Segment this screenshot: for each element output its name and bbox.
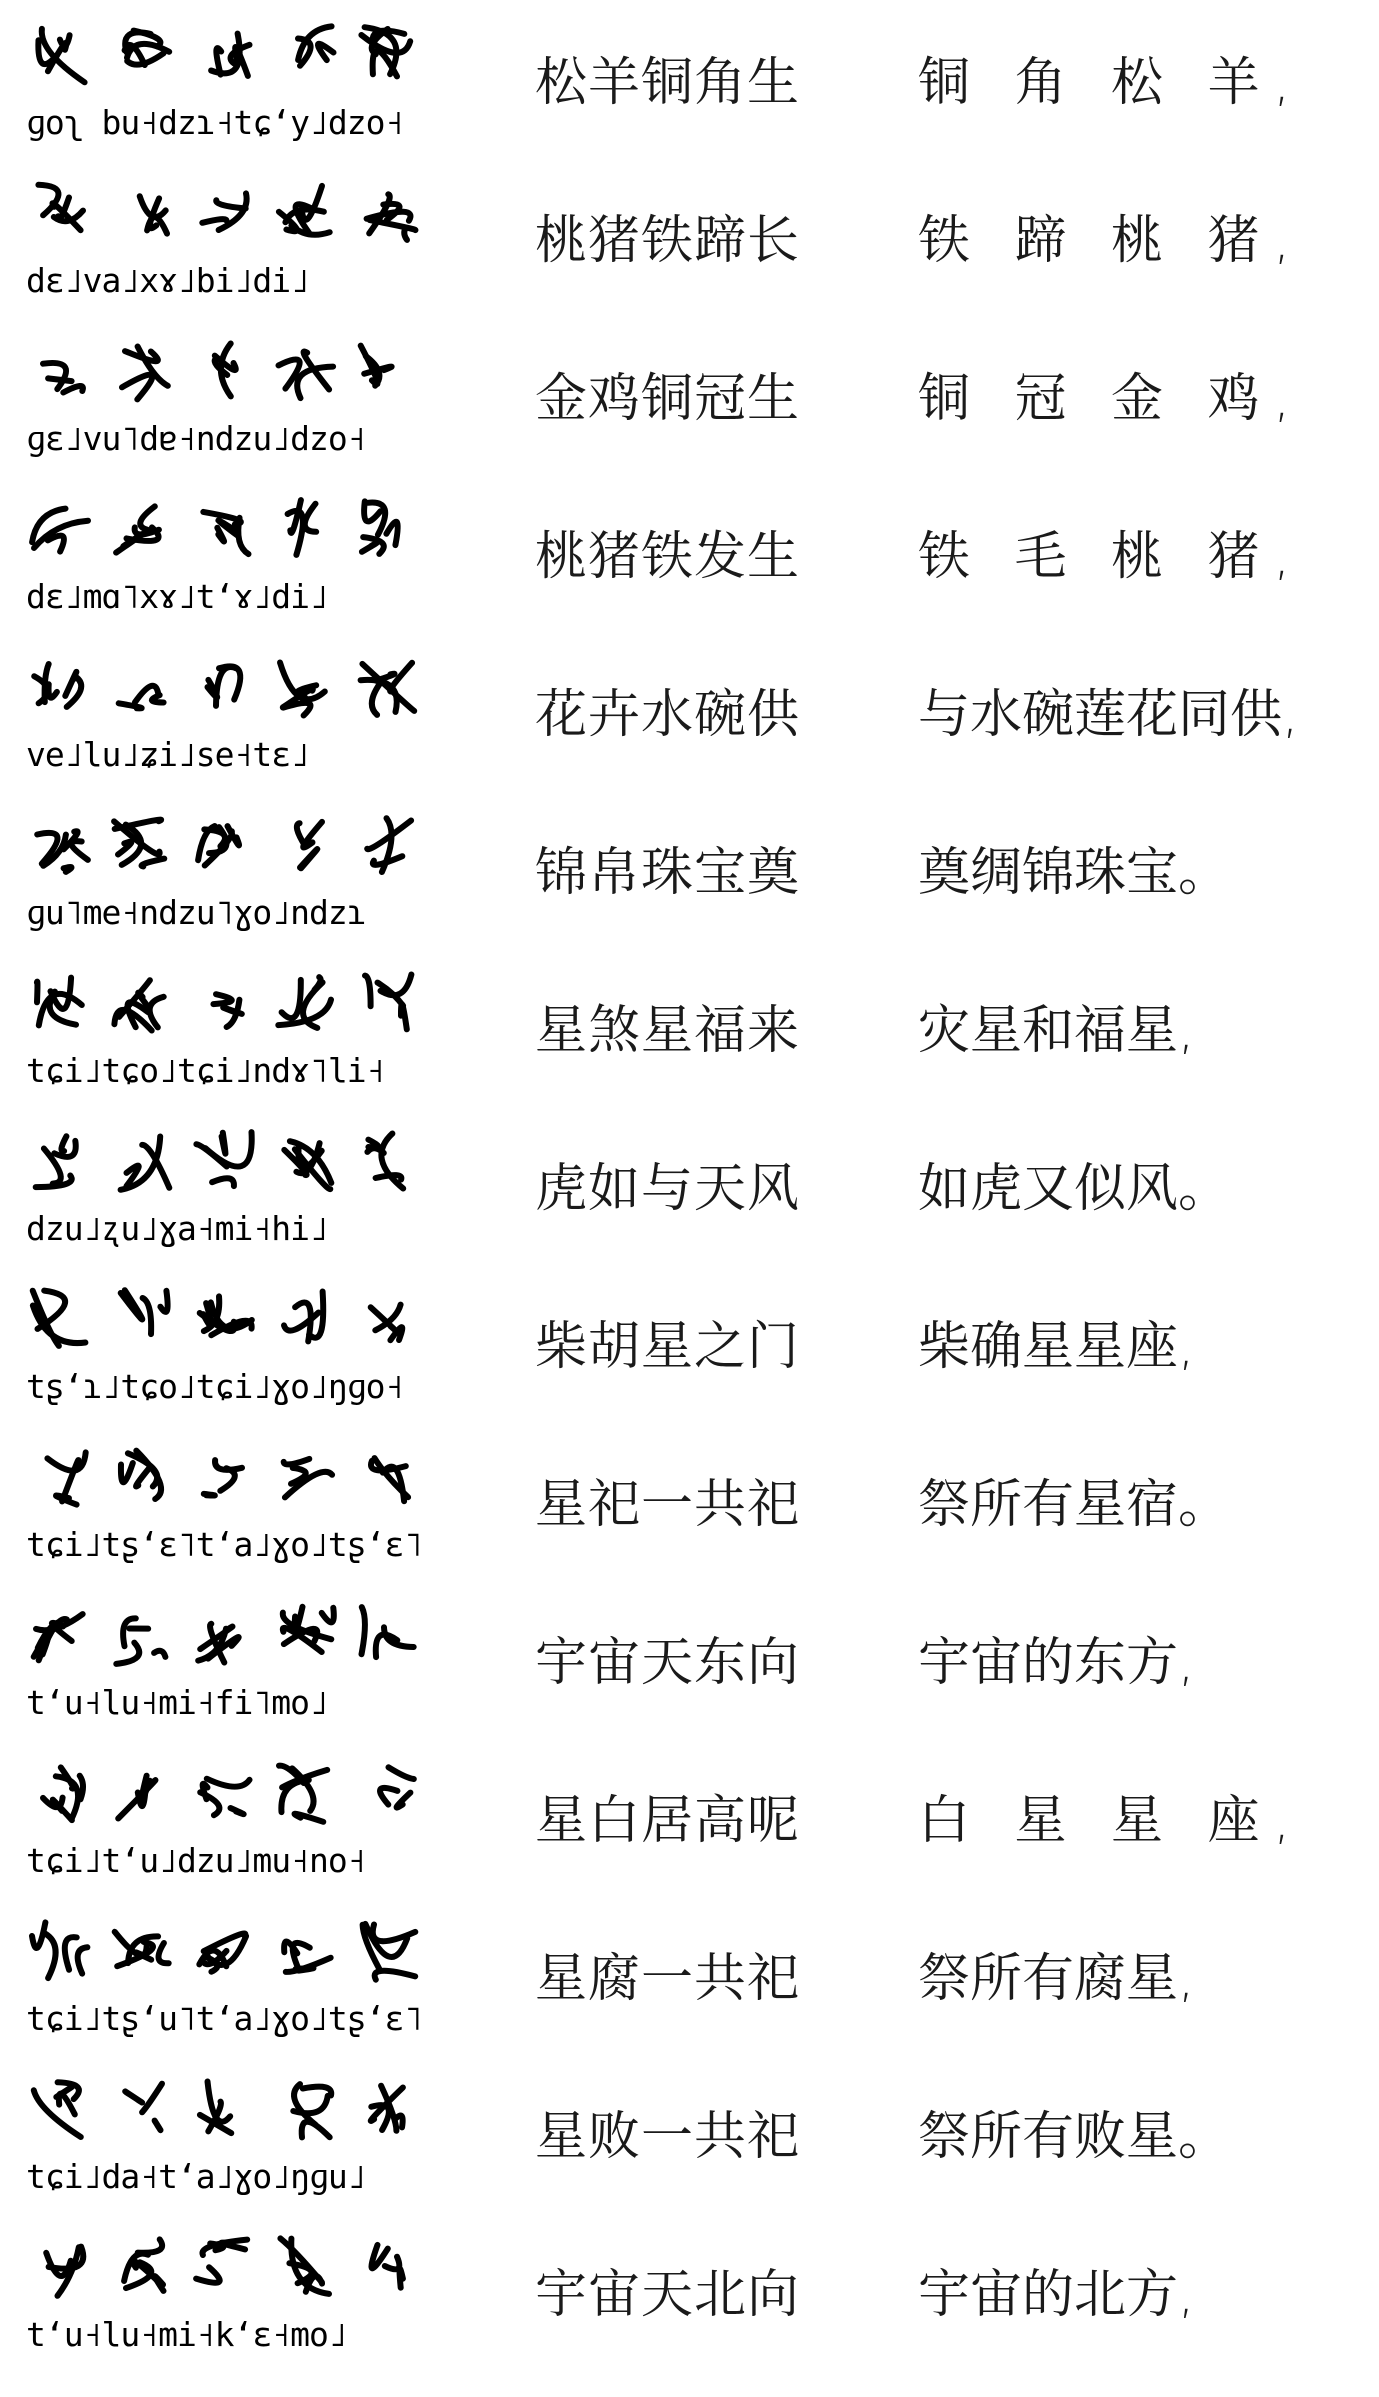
script-glyph	[116, 1618, 165, 1664]
glyph-column	[26, 336, 446, 476]
script-glyph	[280, 2238, 329, 2294]
script-glyph	[198, 826, 239, 866]
glyph-column	[26, 2232, 446, 2372]
phonetic-line: tɕi˩tʂʻɛ˥tʻa˩ɣo˩tʂʻɛ˥	[26, 1525, 423, 1564]
free-translation: 祭所有星宿。	[918, 1475, 1231, 1535]
literal-translation: 宇宙天北向	[535, 2265, 801, 2325]
script-glyph	[371, 1305, 403, 1341]
script-glyph	[284, 1942, 331, 1972]
script-glyph	[46, 2247, 83, 2296]
script-glyph	[371, 1458, 408, 1501]
script-glyph	[125, 2084, 162, 2130]
script-glyph	[280, 663, 325, 716]
script-glyph	[284, 1141, 331, 1189]
glyph-column	[26, 2074, 446, 2214]
text-row	[0, 960, 1379, 1118]
free-translation: 铜 角 松 羊,	[918, 53, 1305, 113]
phonetic-line: dɛ˩mɑ˥xɤ˩tʻɤ˩di˩	[26, 577, 328, 616]
script-glyph	[361, 663, 415, 715]
free-translation: 灾星和福星,	[918, 1001, 1195, 1061]
script-glyph	[34, 664, 81, 707]
literal-translation: 宇宙天东向	[535, 1633, 801, 1693]
script-glyph	[200, 1779, 249, 1816]
glyph-column	[26, 1758, 446, 1898]
script-glyph	[362, 1607, 414, 1657]
script-glyphs	[26, 336, 446, 408]
script-glyph	[371, 2086, 403, 2131]
text-row	[0, 486, 1379, 644]
glyph-column	[26, 494, 446, 634]
glyph-column	[26, 652, 446, 792]
script-glyph	[122, 347, 168, 400]
script-glyphs	[26, 1284, 446, 1356]
text-row	[0, 1434, 1379, 1592]
literal-translation: 桃猪铁蹄长	[535, 211, 801, 271]
phonetic-line: tʻu˧lu˧mi˧kʻɛ˧mo˩	[26, 2315, 347, 2354]
phonetic-line: ɡoʅ bu˧dzɿ˧tɕʻy˩dzo˧	[26, 103, 404, 142]
free-translation: 柴确星星座,	[918, 1317, 1195, 1377]
script-glyph	[119, 686, 164, 709]
text-row	[0, 1750, 1379, 1908]
script-glyphs	[26, 1126, 446, 1198]
free-translation: 祭所有腐星,	[918, 1949, 1195, 2009]
literal-translation: 星白居高呢	[535, 1791, 801, 1851]
glyph-column	[26, 810, 446, 950]
script-glyphs	[26, 2232, 446, 2304]
script-glyph	[297, 822, 322, 868]
script-glyph	[288, 500, 317, 555]
phonetic-line: dɛ˩va˩xɤ˩bi˩di˩	[26, 261, 310, 300]
script-glyph	[361, 27, 410, 76]
text-row	[0, 1276, 1379, 1434]
script-glyphs	[26, 1758, 446, 1830]
script-glyph	[36, 1136, 76, 1187]
script-glyph	[211, 34, 249, 76]
script-glyph	[279, 1766, 327, 1822]
glyph-column	[26, 1284, 446, 1424]
script-glyph	[37, 978, 82, 1026]
script-glyphs	[26, 810, 446, 882]
script-glyph	[38, 29, 84, 82]
script-glyph	[278, 977, 331, 1028]
phonetic-line: tɕi˩tʻu˩dzu˩mu˧no˧	[26, 1841, 366, 1880]
text-row	[0, 328, 1379, 486]
text-row	[0, 644, 1379, 802]
script-glyph	[365, 975, 411, 1030]
script-glyph	[215, 344, 236, 397]
literal-translation: 锦帛珠宝奠	[535, 843, 801, 903]
script-glyph	[121, 1137, 170, 1190]
script-glyph	[367, 818, 411, 872]
script-glyph	[114, 820, 164, 867]
text-row	[0, 2224, 1379, 2382]
text-table	[0, 12, 1379, 2382]
script-glyph	[115, 1932, 169, 1966]
script-glyphs	[26, 968, 446, 1040]
script-glyph	[380, 1767, 414, 1807]
phonetic-line: tɕi˩da˧tʻa˩ɣo˩ŋɡu˩	[26, 2157, 366, 2196]
script-glyphs	[26, 1600, 446, 1672]
text-row	[0, 1592, 1379, 1750]
literal-translation: 金鸡铜冠生	[535, 369, 801, 429]
free-translation: 奠绸锦珠宝。	[918, 843, 1231, 903]
script-glyph	[279, 186, 330, 235]
script-glyph	[204, 1460, 242, 1495]
literal-translation: 花卉水碗供	[535, 685, 801, 745]
glyph-column	[26, 178, 446, 318]
free-translation: 宇宙的北方,	[918, 2265, 1195, 2325]
glyph-column	[26, 968, 446, 1108]
script-glyph	[361, 346, 392, 386]
script-glyph	[208, 666, 241, 706]
script-glyph	[367, 194, 416, 240]
phonetic-line: tɕi˩tʂʻu˥tʻa˩ɣo˩tʂʻɛ˥	[26, 1999, 423, 2038]
script-glyph	[363, 1924, 416, 1980]
script-glyph	[200, 2082, 231, 2134]
glyph-column	[26, 1442, 446, 1582]
text-row	[0, 170, 1379, 328]
text-row	[0, 2066, 1379, 2224]
glyph-column	[26, 1916, 446, 2056]
script-glyph	[202, 193, 246, 230]
phonetic-line: tʻu˧lu˧mi˧fi˥mo˩	[26, 1683, 328, 1722]
script-glyph	[114, 980, 163, 1030]
free-translation: 铁 毛 桃 猪,	[918, 527, 1305, 587]
free-translation: 如虎又似风。	[918, 1159, 1231, 1219]
script-glyph	[124, 2239, 163, 2291]
phonetic-line: dzu˩ʐu˩ɣa˧mi˧hi˩	[26, 1209, 328, 1248]
phonetic-line: ve˩lu˩ʑi˩se˧tɛ˩	[26, 735, 310, 774]
literal-translation: 虎如与天风	[535, 1159, 801, 1219]
script-glyph	[32, 509, 88, 552]
text-row	[0, 1908, 1379, 2066]
text-row	[0, 1118, 1379, 1276]
free-translation: 宇宙的东方,	[918, 1633, 1195, 1693]
script-glyph	[293, 2084, 331, 2137]
free-translation: 祭所有败星。	[918, 2107, 1231, 2167]
literal-translation: 柴胡星之门	[535, 1317, 801, 1377]
script-glyphs	[26, 20, 446, 92]
literal-translation: 星败一共祀	[535, 2107, 801, 2167]
script-glyph	[279, 352, 334, 399]
script-glyph	[33, 1291, 86, 1346]
script-glyph	[121, 1290, 168, 1334]
script-glyph	[38, 185, 83, 230]
phonetic-line: tʂʻɿ˩tɕo˩tɕi˩ɣo˩ŋɡo˧	[26, 1367, 404, 1406]
script-glyphs	[26, 494, 446, 566]
script-glyphs	[26, 1916, 446, 1988]
script-glyphs	[26, 2074, 446, 2146]
literal-translation: 桃猪铁发生	[535, 527, 801, 587]
script-glyph	[121, 1451, 161, 1499]
free-translation: 铁 蹄 桃 猪,	[918, 211, 1305, 271]
literal-translation: 星腐一共祀	[535, 1949, 801, 2009]
glyph-column	[26, 1126, 446, 1266]
script-glyph	[125, 31, 170, 65]
script-glyph	[284, 1459, 332, 1498]
script-glyph	[213, 994, 241, 1027]
script-glyph	[298, 26, 334, 65]
script-glyph	[43, 1767, 83, 1820]
script-glyph	[32, 1922, 87, 1978]
script-glyph	[198, 1624, 238, 1663]
phonetic-line: ɡu˥me˧ndzu˥ɣo˩ndzɿ	[26, 893, 366, 932]
text-row	[0, 802, 1379, 960]
free-translation: 铜 冠 金 鸡,	[918, 369, 1305, 429]
script-glyph	[37, 831, 88, 872]
script-glyph	[118, 1776, 155, 1819]
script-glyph	[203, 512, 248, 554]
script-glyph	[283, 1607, 334, 1652]
literal-translation: 星煞星福来	[535, 1001, 801, 1061]
script-glyph	[284, 1292, 323, 1342]
script-glyph	[34, 1614, 83, 1660]
script-glyphs	[26, 1442, 446, 1514]
literal-translation: 松羊铜角生	[535, 53, 801, 113]
script-glyph	[199, 1934, 246, 1972]
script-glyph	[47, 1452, 85, 1504]
script-glyph	[200, 1296, 252, 1335]
phonetic-line: tɕi˩tɕo˩tɕi˩ndɤ˥li˧	[26, 1051, 385, 1090]
text-row	[0, 12, 1379, 170]
script-glyph	[34, 2082, 81, 2137]
script-glyphs	[26, 652, 446, 724]
script-glyph	[367, 1134, 403, 1189]
script-glyphs	[26, 178, 446, 250]
glyph-column	[26, 20, 446, 160]
script-glyph	[196, 1132, 251, 1186]
script-glyph	[116, 506, 159, 552]
free-translation: 与水碗莲花同供,	[918, 685, 1299, 745]
script-glyph	[196, 2240, 247, 2283]
script-glyph	[43, 363, 83, 393]
glyph-column	[26, 1600, 446, 1740]
literal-translation: 星祀一共祀	[535, 1475, 801, 1535]
script-glyph	[362, 501, 398, 554]
script-glyph	[371, 2245, 402, 2288]
phonetic-line: ɡɛ˩vu˥dɐ˧ndzu˩dzo˧	[26, 419, 366, 458]
script-glyph	[140, 196, 167, 233]
free-translation: 白 星 星 座,	[918, 1791, 1305, 1851]
